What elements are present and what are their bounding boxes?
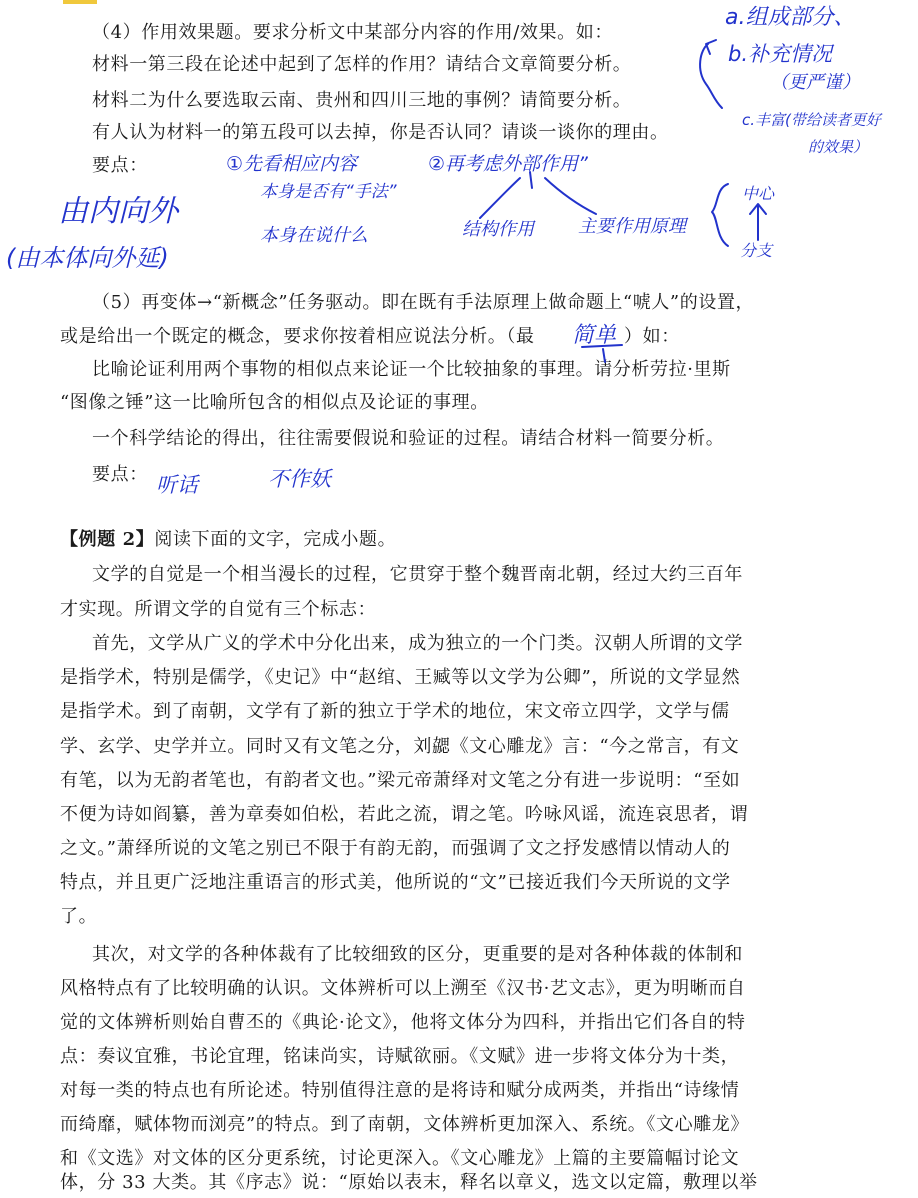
body-line: 之文。”萧绎所说的文笔之别已不限于有韵无韵，而强调了文之抒发感情以情动人的 xyxy=(60,838,731,859)
note-sub-role: 主要作用原理 xyxy=(578,216,686,237)
note-branch: 分支 xyxy=(740,241,773,260)
example-2-label: 【例题 2】 xyxy=(60,529,155,550)
body-line: 文学的自觉是一个相当漫长的过程，它贯穿于整个魏晋南北朝，经过大约三百年 xyxy=(92,564,743,585)
q4-example-2: 材料二为什么要选取云南、贵州和四川三地的事例？请简要分析。 xyxy=(92,90,632,111)
body-line: 点：奏议宜雅，书论宜理，铭诔尚实，诗赋欲丽。《文赋》进一步将文体分为十类， xyxy=(60,1046,740,1067)
bracket-abc xyxy=(700,44,722,108)
note-a-parts: a.组成部分、 xyxy=(725,5,856,30)
note-step-2: ②再考虑外部作用” xyxy=(428,153,588,175)
brace-center-branch xyxy=(712,184,728,246)
note-structure-role: 结构作用 xyxy=(462,219,534,240)
note-step-1-method: 本身是否有“手法” xyxy=(260,182,397,202)
note-b-situation: b.补充情况 xyxy=(728,42,833,66)
body-line: 首先，文学从广义的学术中分化出来，成为独立的一个门类。汉朝人所谓的文学 xyxy=(92,633,743,654)
q5-example-1a: 比喻论证利用两个事物的相似点来论证一个比较抽象的事理。请分析劳拉·里斯 xyxy=(92,359,731,380)
body-line: 和《文选》对文体的区分更系统，讨论更深入。《文心雕龙》上篇的主要篇幅讨论文 xyxy=(60,1148,740,1169)
step2-branch-right xyxy=(545,178,596,214)
q4-example-1: 材料一第三段在论述中起到了怎样的作用？请结合文章简要分析。 xyxy=(92,54,632,75)
body-line: 有笔，以为无韵者笔也，有韵者文也。”梁元帝萧绎对文笔之分有进一步说明：“至如 xyxy=(60,770,741,791)
arrow-branch-to-center xyxy=(750,204,766,240)
note-inside-out: 由内向外 xyxy=(58,194,178,229)
q4-example-3: 有人认为材料一的第五段可以去掉，你是否认同？请谈一谈你的理由。 xyxy=(92,122,669,143)
simple-underline xyxy=(582,345,622,347)
q5-line-2b: ）如： xyxy=(624,326,680,347)
note-from-body: (由本体向外延) xyxy=(6,244,169,272)
note-c-rich: c.丰富(带给读者更好 xyxy=(742,111,881,129)
note-step-1: ①先看相应内容 xyxy=(226,153,358,175)
q5-example-1b: “图像之锤”这一比喻所包含的相似点及论证的事理。 xyxy=(60,392,489,413)
body-line: 而绮靡，赋体物而浏亮”的特点。到了南朝，文体辨析更加深入、系统。《文心雕龙》 xyxy=(60,1114,749,1135)
note-listen: 听话 xyxy=(156,473,198,497)
body-line: 不便为诗如阎纂，善为章奏如伯松，若此之流，谓之笔。吟咏风谣，流连哀思者，谓 xyxy=(60,804,749,825)
body-line: 才实现。所谓文学的自觉有三个标志： xyxy=(60,599,377,620)
body-line: 对每一类的特点也有所论述。特别值得注意的是将诗和赋分成两类，并指出“诗缘情 xyxy=(60,1080,740,1101)
body-line: 特点，并且更广泛地注重语言的形式美，他所说的“文”已接近我们今天所说的文学 xyxy=(60,872,731,893)
q5-example-2: 一个科学结论的得出，往往需要假说和验证的过程。请结合材料一简要分析。 xyxy=(92,428,725,449)
body-line: 其次，对文学的各种体裁有了比较细致的区分，更重要的是对各种体裁的体制和 xyxy=(92,944,743,965)
note-step-1-meaning: 本身在说什么 xyxy=(260,225,368,246)
note-center: 中心 xyxy=(742,184,775,203)
body-line: 是指学术，特别是儒学，《史记》中“赵绾、王臧等以文学为公卿”，所说的文学显然 xyxy=(60,667,741,688)
body-line: 风格特点有了比较明确的认识。文体辨析可以上溯至《汉书·艺文志》，更为明晰而自 xyxy=(60,978,746,999)
body-line: 学、玄学、史学并立。同时又有文笔之分，刘勰《文心雕龙》言：“今之常言，有文 xyxy=(60,736,740,757)
body-line: 了。 xyxy=(60,906,98,927)
q5-line-1: （5）再变体→“新概念”任务驱动。即在既有手法原理上做命题上“唬人”的设置， xyxy=(92,292,755,313)
body-line: 体，分 33 大类。其《序志》说：“原始以表末，释名以章义，选文以定篇，敷理以举 xyxy=(60,1172,758,1193)
step2-tick xyxy=(530,172,532,188)
example-2-instruction: 阅读下面的文字，完成小题。 xyxy=(154,529,397,550)
note-dont-act: 不作妖 xyxy=(268,467,331,491)
q4-title: （4）作用效果题。要求分析文中某部分内容的作用/效果。如： xyxy=(92,22,613,43)
q5-points-label: 要点： xyxy=(92,464,148,485)
step2-branch-left xyxy=(480,178,520,218)
body-line: 是指学术。到了南朝，文学有了新的独立于学术的地位，宋文帝立四学，文学与儒 xyxy=(60,701,730,722)
note-b-rigorous: （更严谨） xyxy=(770,72,860,93)
q4-points-label: 要点： xyxy=(92,155,148,176)
q5-line-2a: 或是给出一个既定的概念，要求你按着相应说法分析。（最 xyxy=(60,326,535,347)
body-line: 觉的文体辨析则始自曹丕的《典论·论文》，他将文体分为四科，并指出它们各自的特 xyxy=(60,1012,746,1033)
note-c-effect: 的效果） xyxy=(808,138,869,156)
simple-caret xyxy=(603,349,605,362)
note-simple: 简单 xyxy=(572,323,617,348)
arrow-abc-head xyxy=(706,40,716,54)
